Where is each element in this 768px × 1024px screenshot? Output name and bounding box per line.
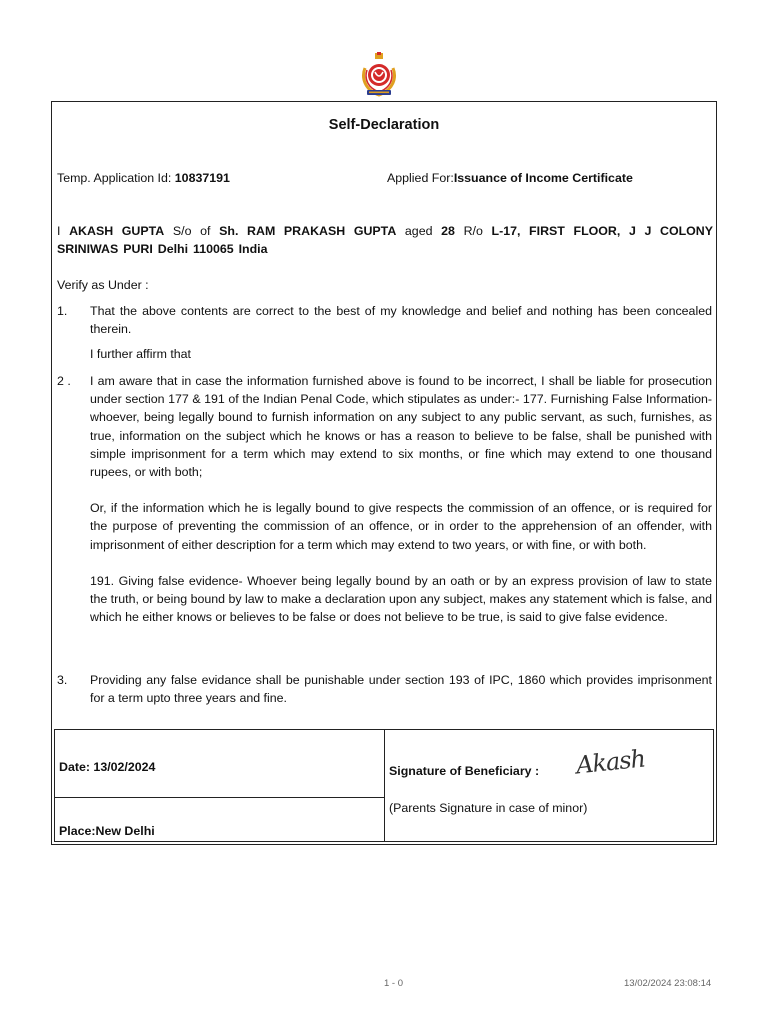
document-title: Self-Declaration — [328, 117, 440, 133]
item-2-number: 2 . — [57, 374, 71, 388]
applied-for — [387, 171, 633, 185]
verify-label: Verify as Under : — [57, 278, 149, 292]
item-1 — [90, 302, 712, 364]
item-2 — [90, 372, 712, 626]
beneficiary-signature: Akash — [574, 744, 647, 780]
declarant-parent: Sh. RAM PRAKASH GUPTA — [219, 224, 397, 238]
item-1-affirm: I further affirm that — [90, 347, 192, 362]
declarant-residence-label: R/o — [454, 224, 492, 238]
signature-table — [54, 729, 714, 842]
applied-for-value: Issuance of Income Certificate — [453, 171, 633, 185]
delhi-police-emblem-icon — [359, 52, 399, 98]
application-id-label: Temp. Application Id: — [57, 171, 175, 185]
place-field: Place:New Delhi — [59, 824, 155, 838]
date-field: Date: 13/02/2024 — [59, 760, 156, 774]
item-3-number: 3. — [57, 673, 68, 687]
item-3-text: Providing any false evidance shall be punishable under section 193 of IPC, 1860 which provides imprisonment for a term upto three years and fine. — [90, 673, 712, 706]
item-2-para-3: 191. Giving false evidence- Whoever being legally bound by an oath or by an express provision of law to state the truth, or being bound by law to make a declaration upon any subject, makes any statement which is false, and which he either knows or believes to be false or does not believe to be true, is said to give false evidence. — [90, 573, 712, 625]
item-1-number: 1. — [57, 304, 68, 318]
declarant-relation: S/o of — [164, 224, 220, 238]
item-3 — [90, 671, 712, 707]
declarant-address: L-17, FIRST FLOOR, J J COLONY SRINIWAS PURI Delhi 110065 India — [57, 224, 714, 257]
date-place-cell — [55, 730, 385, 841]
declarant-prefix: I — [57, 224, 70, 238]
cell-divider — [55, 797, 385, 798]
page-number: 1 - 0 — [384, 978, 404, 989]
application-id-value: 10837191 — [174, 171, 230, 185]
item-1-text: That the above contents are correct to the best of my knowledge and belief and nothing has been concealed therein. — [90, 304, 712, 337]
declaration-frame — [51, 101, 717, 845]
declarant-aged-label: aged — [396, 224, 442, 238]
application-id — [57, 171, 230, 185]
declarant-age: 28 — [441, 224, 455, 238]
declarant-name: AKASH GUPTA — [69, 224, 165, 238]
print-timestamp: 13/02/2024 23:08:14 — [624, 978, 712, 989]
signature-label: Signature of Beneficiary : — [389, 764, 540, 778]
item-2-para-2: Or, if the information which he is legally bound to give respects the commission of an offence, or is required for the purpose of preventing the commission of an offence, or in order to the apprehension of an offender, with imprisonment of either description for a term which may extend to two years, or with fine, or with both. — [90, 501, 712, 552]
parents-note: (Parents Signature in case of minor) — [389, 801, 588, 815]
item-2-para-1: I am aware that in case the information furnished above is found to be incorrect, I shall be liable for prosecution under section 177 & 191 of the Indian Penal Code, which stipulates as under:- 177. Furnishing False Information- whoever, being legally bound to furnish information on any subject to any public servant, as such, furnishes, as true, information on the subject which he knows or has a reason to believe to be false, shall be punished with simple imprisonment for a term which may extend to six months, or fine which may extend to one thousand rupees, or with both; — [90, 374, 712, 480]
declarant-statement — [57, 222, 713, 258]
applied-for-label: Applied For: — [387, 171, 454, 185]
